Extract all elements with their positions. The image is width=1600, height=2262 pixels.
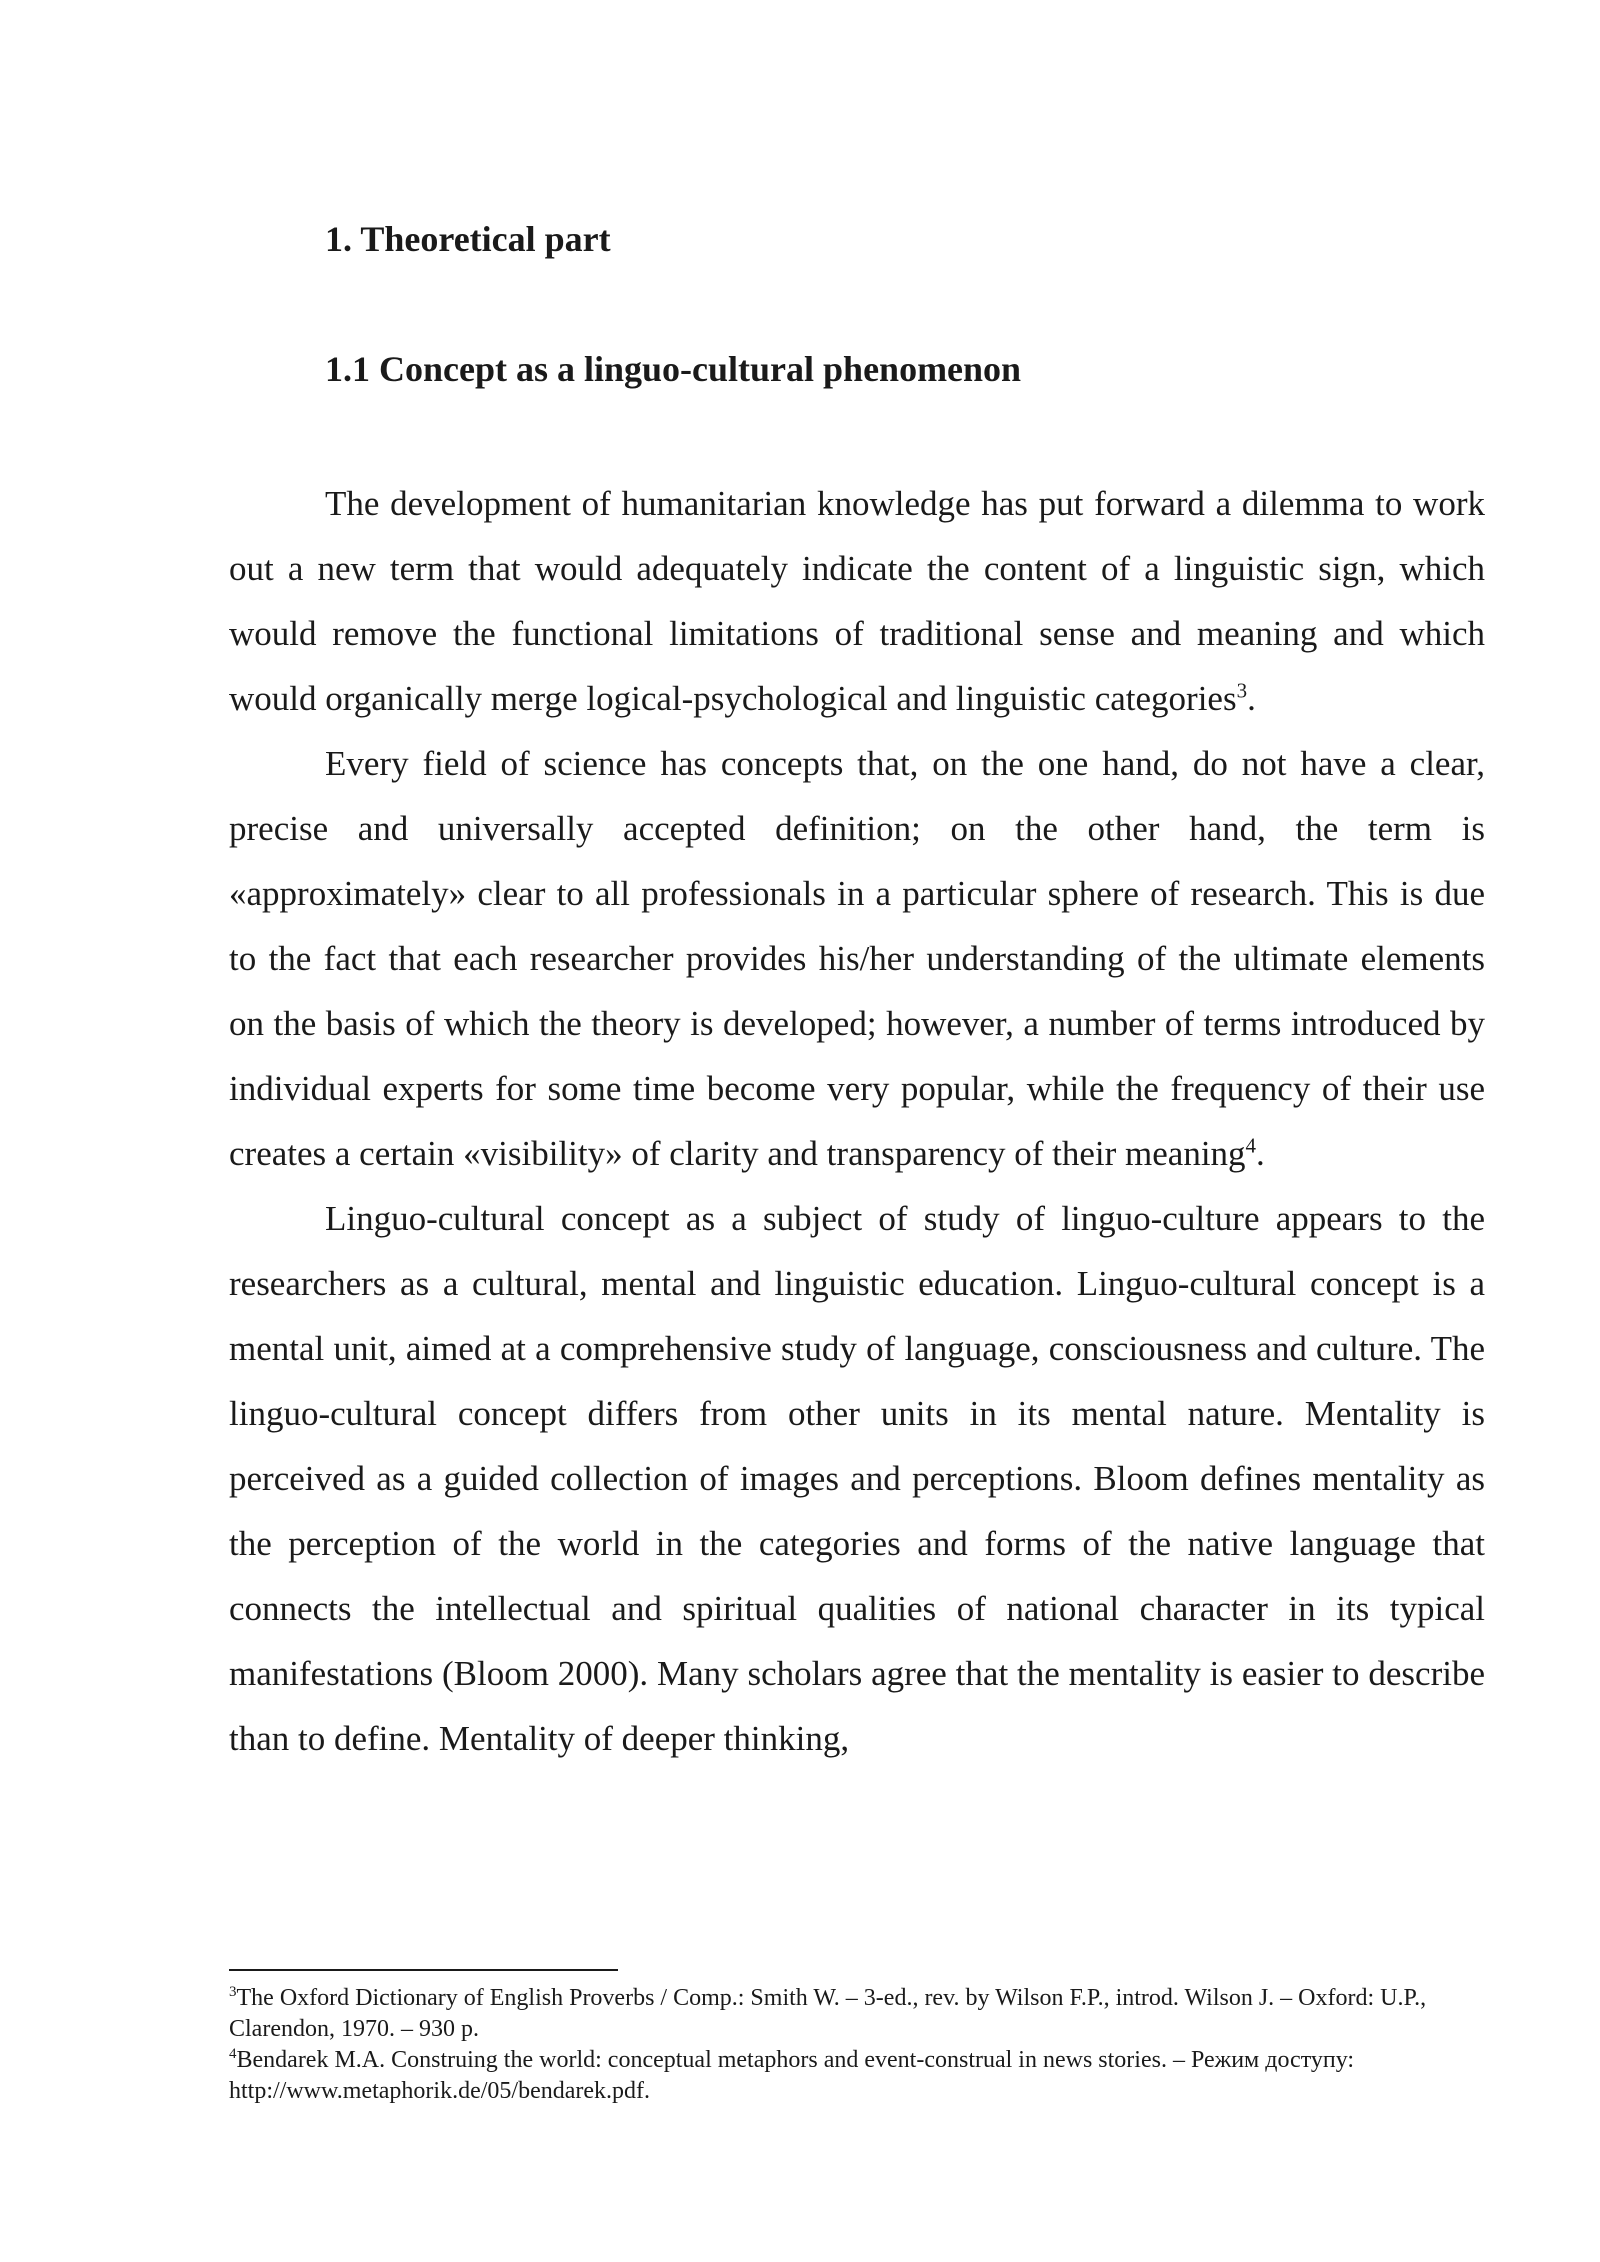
paragraph-3 xyxy=(229,1186,1485,1771)
section-heading: 1. Theoretical part xyxy=(325,219,611,259)
paragraph-text: Linguo-cultural concept as a subject of study of linguo-culture appears to the researchers as a cultural, mental and linguistic education. Linguo-cultural concept is a mental unit, aimed at a comprehensive study of language, consciousness and culture. The linguo-cultural concept differs from other units in its mental nature. Mentality is perceived as a guided collection of images and perceptions. Bloom defines mentality as the perception of the world in the categories and forms of the native language that connects the intellectual and spiritual qualities of national character in its typical manifestations (Bloom 2000). Many scholars agree that the mentality is easier to describe than to define. Mentality of deeper thinking, xyxy=(229,1199,1485,1758)
subsection-heading: 1.1 Concept as a linguo-cultural phenomenon xyxy=(325,349,1022,389)
footnote-4 xyxy=(229,2045,1469,2107)
footnote-text: The Oxford Dictionary of English Proverbs / Comp.: Smith W. – 3-ed., rev. by Wilson F.P., introd. Wilson J. – Oxford: U.P., Clarendon, 1970. – 930 p. xyxy=(229,1985,1427,2042)
paragraph-2: Every field of science has concepts that, on the one hand, do not have a clear, precise and universally accepted definition; on the other hand, the term is «approximately» clear to all professionals in a particular sphere of research. This is due to the fact that each researcher provides his/her understanding of the ultimate elements on the basis of which the theory is developed; however, a number of terms introduced by individual experts for some time become very popular, while the frequency of their use creates a certain «visibility» of clarity and transparency of their meaning$^4$. xyxy=(229,744,1485,1173)
body-text xyxy=(229,471,1485,1771)
footnote-separator xyxy=(229,1969,618,1971)
footnote-ref-3[interactable]: 3 xyxy=(1236,678,1248,703)
document-page xyxy=(229,0,1485,2262)
footnote-3 xyxy=(229,1983,1469,2045)
footnote-number: 3 xyxy=(229,1984,237,2000)
footnote-text: Bendarek M.A. Construing the world: conceptual metaphors and event-construal in news stories. – Режим доступу: http://www.metaphorik.de/05/bendarek.pdf. xyxy=(229,2047,1355,2104)
footnote-ref-4[interactable]: 4 xyxy=(1245,1133,1257,1158)
paragraph-text: The development of humanitarian knowledge has put forward a dilemma to work out a new term that would adequately indicate the content of a linguistic sign, which would remove the functional limitations of traditional sense and meaning and which would organically merge logical-psychological and linguistic categories xyxy=(229,484,1485,718)
footnote-number: 4 xyxy=(229,2046,237,2062)
footnotes xyxy=(229,1983,1469,2107)
paragraph-text: Every field of science has concepts that, on the one hand, do not have a clear, precise and universally accepted definition; on the other hand, the term is «approximately» clear to all professionals in a particular sphere of research. This is due to the fact that each researcher provides his/her understanding of the ultimate elements on the basis of which the theory is developed; however, a number of terms introduced by individual experts for some time become very popular, while the frequency of their use creates a certain «visibility» of clarity and transparency of their meaning xyxy=(229,744,1485,1173)
paragraph-1: The development of humanitarian knowledge has put forward a dilemma to work out a new term that would adequately indicate the content of a linguistic sign, which would remove the functional limitations of traditional sense and meaning and which would organically merge logical-psychological and linguistic categories$^3$. xyxy=(229,484,1485,718)
